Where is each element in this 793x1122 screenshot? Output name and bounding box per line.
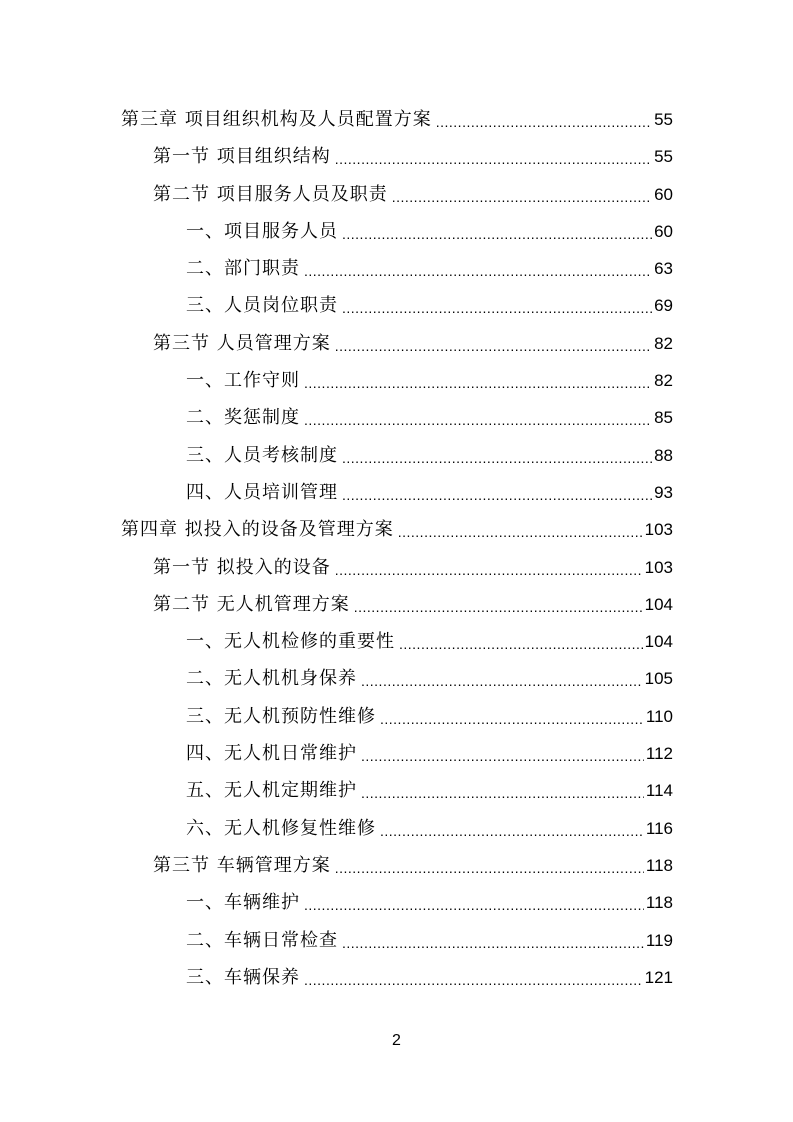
toc-leader-dots [342, 290, 652, 327]
toc-entry-label: 第二节 无人机管理方案 [153, 593, 350, 615]
toc-entry-page: 114 [645, 781, 673, 801]
toc-entry-subsection[interactable] [0, 772, 793, 809]
toc-leader-dots [380, 813, 644, 850]
toc-entry-section[interactable] [0, 325, 793, 362]
toc-entry-label: 五、无人机定期维护 [186, 780, 357, 802]
toc-entry-label: 一、无人机检修的重要性 [186, 631, 395, 653]
toc-entry-label: 三、无人机预防性维修 [186, 705, 376, 727]
toc-entry-label: 第一节 项目组织结构 [153, 146, 331, 168]
toc-entry-subsection[interactable] [0, 884, 793, 921]
toc-entry-page: 55 [654, 110, 673, 129]
toc-leader-dots [361, 663, 643, 700]
toc-entry-subsection[interactable] [0, 399, 793, 436]
toc-leader-dots [342, 216, 652, 253]
toc-entry-page: 118 [645, 893, 673, 913]
toc-leader-dots [304, 402, 652, 439]
toc-leader-dots [304, 365, 652, 402]
toc-entry-page: 60 [654, 221, 673, 241]
toc-entry-label: 第一节 拟投入的设备 [153, 556, 331, 578]
toc-leader-dots [398, 514, 643, 551]
toc-entry-subsection[interactable] [0, 250, 793, 287]
toc-entry-chapter-3[interactable] [0, 101, 793, 138]
toc-entry-chapter-4[interactable] [0, 511, 793, 548]
toc-entry-label: 三、人员岗位职责 [186, 295, 338, 317]
toc-entry-label: 一、项目服务人员 [186, 220, 338, 242]
toc-entry-label: 二、无人机机身保养 [186, 668, 357, 690]
toc-leader-dots [392, 179, 652, 216]
toc-entry-label: 第二节 项目服务人员及职责 [153, 183, 388, 205]
toc-entry-page: 55 [654, 147, 673, 167]
toc-entry-subsection[interactable] [0, 959, 793, 996]
toc-entry-subsection[interactable] [0, 810, 793, 847]
toc-entry-subsection[interactable] [0, 735, 793, 772]
toc-leader-dots [361, 775, 644, 812]
toc-entry-page: 112 [645, 744, 673, 764]
toc-leader-dots [335, 552, 643, 589]
toc-entry-label: 三、人员考核制度 [186, 444, 338, 466]
toc-entry-page: 69 [654, 296, 673, 316]
toc-entry-page: 110 [645, 706, 673, 726]
toc-leader-dots [354, 589, 643, 626]
page-number: 2 [392, 1032, 401, 1049]
toc-entry-section[interactable] [0, 138, 793, 175]
toc-entry-section[interactable] [0, 549, 793, 586]
toc-entry-subsection[interactable] [0, 660, 793, 697]
toc-entry-subsection[interactable] [0, 474, 793, 511]
toc-leader-dots [399, 626, 643, 663]
toc-entry-page: 121 [644, 967, 673, 987]
toc-leader-dots [335, 328, 652, 365]
toc-leader-dots [304, 253, 652, 290]
toc-leader-dots [342, 925, 644, 962]
toc-entry-page: 116 [645, 818, 673, 838]
toc-entry-page: 119 [645, 930, 673, 950]
toc-entry-page: 82 [654, 371, 673, 391]
toc-leader-dots [335, 850, 644, 887]
toc-leader-dots [380, 701, 644, 738]
toc-entry-label: 二、车辆日常检查 [186, 929, 338, 951]
toc-entry-page: 103 [644, 520, 673, 540]
toc-entry-label: 第三节 车辆管理方案 [153, 854, 331, 876]
toc-entry-subsection[interactable] [0, 213, 793, 250]
toc-entry-page: 82 [654, 333, 673, 353]
toc-leader-dots [304, 887, 644, 924]
toc-entry-page: 103 [644, 557, 673, 577]
toc-entry-page: 105 [644, 669, 673, 689]
toc-entry-section[interactable] [0, 586, 793, 623]
toc-leader-dots [361, 738, 644, 775]
toc-entry-page: 88 [654, 445, 673, 465]
toc-entry-subsection[interactable] [0, 287, 793, 324]
toc-entry-label: 四、人员培训管理 [186, 481, 338, 503]
toc-entry-subsection[interactable] [0, 437, 793, 474]
toc-entry-page: 60 [654, 184, 673, 204]
toc-entry-page: 93 [654, 482, 673, 502]
toc-entry-page: 118 [645, 855, 673, 875]
toc-entry-label: 三、车辆保养 [186, 966, 300, 988]
toc-entry-subsection[interactable] [0, 362, 793, 399]
toc-entry-label: 二、部门职责 [186, 258, 300, 280]
toc-entry-label: 二、奖惩制度 [186, 407, 300, 429]
toc-leader-dots [342, 440, 652, 477]
toc-entry-subsection[interactable] [0, 922, 793, 959]
toc-entry-subsection[interactable] [0, 623, 793, 660]
toc-leader-dots [304, 962, 643, 999]
toc-entry-label: 第三章 项目组织机构及人员配置方案 [121, 109, 432, 130]
toc-entry-label: 第四章 拟投入的设备及管理方案 [121, 519, 394, 541]
toc-entry-label: 六、无人机修复性维修 [186, 817, 376, 839]
toc-entry-label: 一、工作守则 [186, 370, 300, 392]
toc-entry-page: 85 [654, 408, 673, 428]
toc-leader-dots [335, 141, 652, 178]
toc-entry-label: 四、无人机日常维护 [186, 743, 357, 765]
toc-leader-dots [436, 104, 652, 141]
toc-entry-page: 104 [644, 632, 673, 652]
toc-entry-section[interactable] [0, 847, 793, 884]
table-of-contents [0, 101, 793, 996]
toc-leader-dots [342, 477, 652, 514]
toc-entry-section[interactable] [0, 176, 793, 213]
toc-entry-page: 63 [654, 259, 673, 279]
toc-entry-label: 第三节 人员管理方案 [153, 332, 331, 354]
toc-entry-label: 一、车辆维护 [186, 892, 300, 914]
toc-entry-page: 104 [644, 594, 673, 614]
toc-entry-subsection[interactable] [0, 698, 793, 735]
